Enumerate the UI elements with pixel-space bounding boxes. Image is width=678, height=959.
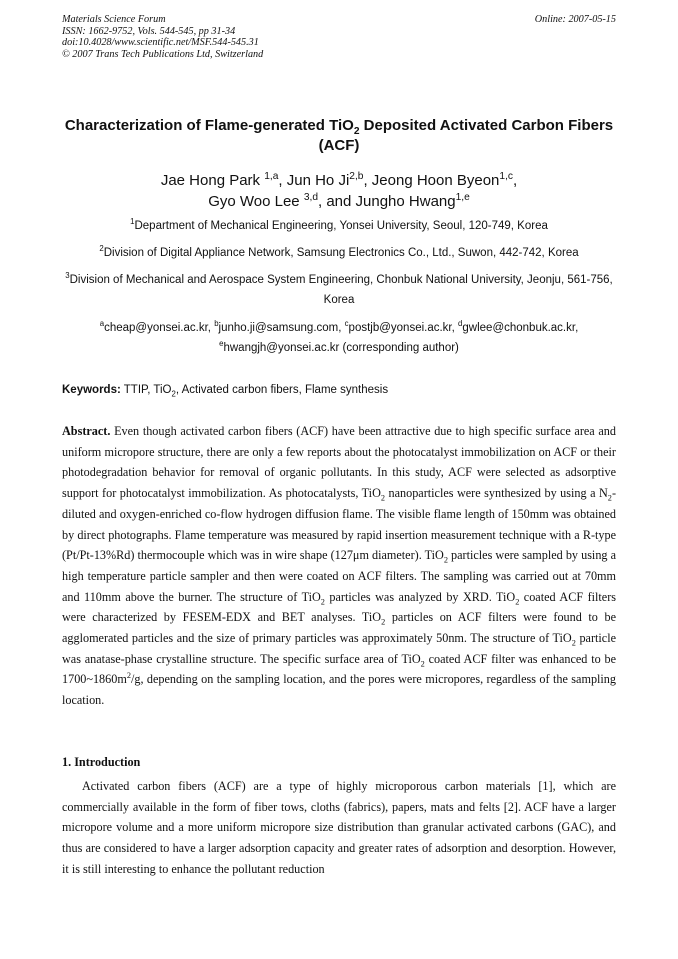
title-part2: Deposited Activated Carbon Fibers (ACF) (318, 117, 614, 154)
abstract-text: particles were sampled by using a high temperature particle sampler and then were coated on ACF filters. The sampling was carried out at 70mm and 110mm above the burner. The structure of TiO (62, 548, 616, 604)
section-heading: 1. Introduction (62, 755, 141, 769)
abstract-text: coated ACF filter was enhanced to be 1700~1860m (62, 651, 616, 687)
email-sup: a (99, 319, 105, 329)
subscript: 2 (380, 493, 386, 503)
email-text: hwangjh@yonsei.ac.kr (corresponding author) (223, 342, 459, 354)
author-list (62, 170, 616, 212)
keywords (62, 382, 616, 398)
author-sup: 2,b (349, 171, 364, 182)
abstract-text: coated ACF filters were characterized by FESEM-EDX and BET analyses. TiO (62, 589, 617, 625)
email-text: junho.ji@samsung.com, (218, 322, 345, 334)
journal-header (62, 14, 616, 60)
doi-line: doi:10.4028/www.scientific.net/MSF.544-545.31 (62, 37, 259, 49)
subscript: 2 (515, 597, 520, 607)
author-sup: 1,a (264, 171, 279, 182)
abstract-text: nanoparticles were synthesized by using a N (385, 486, 608, 501)
keywords-part2: , Activated carbon fibers, Flame synthesis (175, 384, 389, 396)
issn-line: ISSN: 1662-9752, Vols. 544-545, pp 31-34 (62, 25, 236, 37)
email-text: postjb@yonsei.ac.kr, (348, 322, 459, 334)
abstract-text: /g, depending on the sampling location, and the pores were micropores, regardless of the sampling location. (62, 672, 616, 708)
subscript: 2 (571, 638, 576, 648)
online-date: Online: 2007-05-15 (534, 14, 616, 25)
email-list (62, 318, 616, 358)
author-name: Jun Ho Ji (286, 172, 350, 189)
affiliation-text: Department of Mechanical Engineering, Yonsei University, Seoul, 120-749, Korea (134, 220, 548, 232)
copyright-line: © 2007 Trans Tech Publications Ltd, Switzerland (62, 48, 264, 60)
author-sup: 1,c (499, 171, 513, 182)
email-text: gwlee@chonbuk.ac.kr, (462, 322, 579, 334)
abstract-text: particles on ACF filters were found to be agglomerated particles and the size of primary particles was approximately 50nm. The structure of TiO (62, 610, 616, 646)
affiliation (62, 243, 616, 263)
affiliation-text: Division of Mechanical and Aerospace System Engineering, Chonbuk National University, Jeonju, 561-756, Korea (69, 274, 613, 306)
abstract (62, 421, 616, 711)
author-name: Gyo Woo Lee (208, 193, 300, 210)
keywords-part1: TTIP, TiO (120, 384, 172, 396)
abstract-label: Abstract. (62, 424, 111, 438)
affiliation-sup: 2 (99, 244, 104, 254)
affiliation (62, 216, 616, 236)
intro-paragraph: Activated carbon fibers (ACF) are a type of highly microporous carbon materials [1], which are commercially available in the form of fiber tows, cloths (fabrics), papers, mats and felts [2]. ACF have a larger micropore volume and a more uniform micropore size distribution than granular activated carbons (GAC), and thus are considered to have a larger adsorption capacity and greater rates of adsorption and desorption. However, it is still interesting to enhance the pollutant reduction (62, 779, 616, 876)
abstract-text: -diluted and oxygen-enriched co-flow hydrogen diffusion flame. The visible flame length of 150mm was obtained by direct photographs. Flame temperature was measured by rapid insertion measurement technique with a R-type (Pt/Pt-13%Rd) thermocouple which was in wire shape (127μm diameter). TiO (62, 486, 616, 563)
keywords-sub: 2 (171, 389, 176, 399)
abstract-text: particle was anatase-phase crystalline structure. The specific surface area of TiO (62, 631, 616, 666)
subscript: 2 (420, 659, 425, 669)
subscript: 2 (320, 597, 325, 607)
author-line-1 (62, 170, 616, 191)
author-separator: , and (318, 193, 356, 210)
abstract-text: Even though activated carbon fibers (ACF) have been attractive due to high specific surface area and uniform micropore structure, there are only a few reports about the photocatalyst immobilization on ACF or their photodegradation behavior for removal of organic pollutants. In this study, ACF were selected as adsorptive support for photocatalyst immobilization. As photocatalysts, TiO (62, 424, 616, 501)
title-part1: Characterization of Flame-generated TiO (64, 117, 354, 134)
author-separator: , (278, 172, 287, 189)
keywords-label: Keywords: (62, 384, 121, 396)
subscript: 2 (443, 555, 448, 565)
abstract-text: particles was analyzed by XRD. TiO (324, 589, 516, 604)
author-name: Jeong Hoon Byeon (371, 172, 500, 189)
email-sup: e (219, 339, 224, 349)
author-line-2 (62, 191, 616, 212)
subscript: 2 (381, 617, 386, 627)
author-sup: 1,e (455, 192, 470, 203)
superscript: 2 (126, 671, 131, 681)
author-separator: , (513, 172, 518, 189)
affiliation-text: Division of Digital Appliance Network, Samsung Electronics Co., Ltd., Suwon, 442-742, Korea (103, 247, 579, 259)
author-name: Jae Hong Park (160, 172, 261, 189)
affiliation (62, 270, 616, 310)
author-sup: 3,d (303, 192, 318, 203)
author-name: Jungho Hwang (355, 193, 456, 210)
subscript: 2 (607, 493, 612, 503)
affiliation-sup: 3 (65, 271, 70, 281)
title-subscript: 2 (353, 126, 360, 137)
email-text: cheap@yonsei.ac.kr, (104, 322, 215, 334)
journal-name: Materials Science Forum (62, 14, 166, 25)
affiliation-sup: 1 (130, 217, 135, 227)
email-sup: d (458, 319, 463, 329)
email-sup: b (214, 319, 219, 329)
paper-title (62, 116, 616, 156)
author-separator: , (363, 172, 372, 189)
email-sup: c (344, 319, 349, 329)
